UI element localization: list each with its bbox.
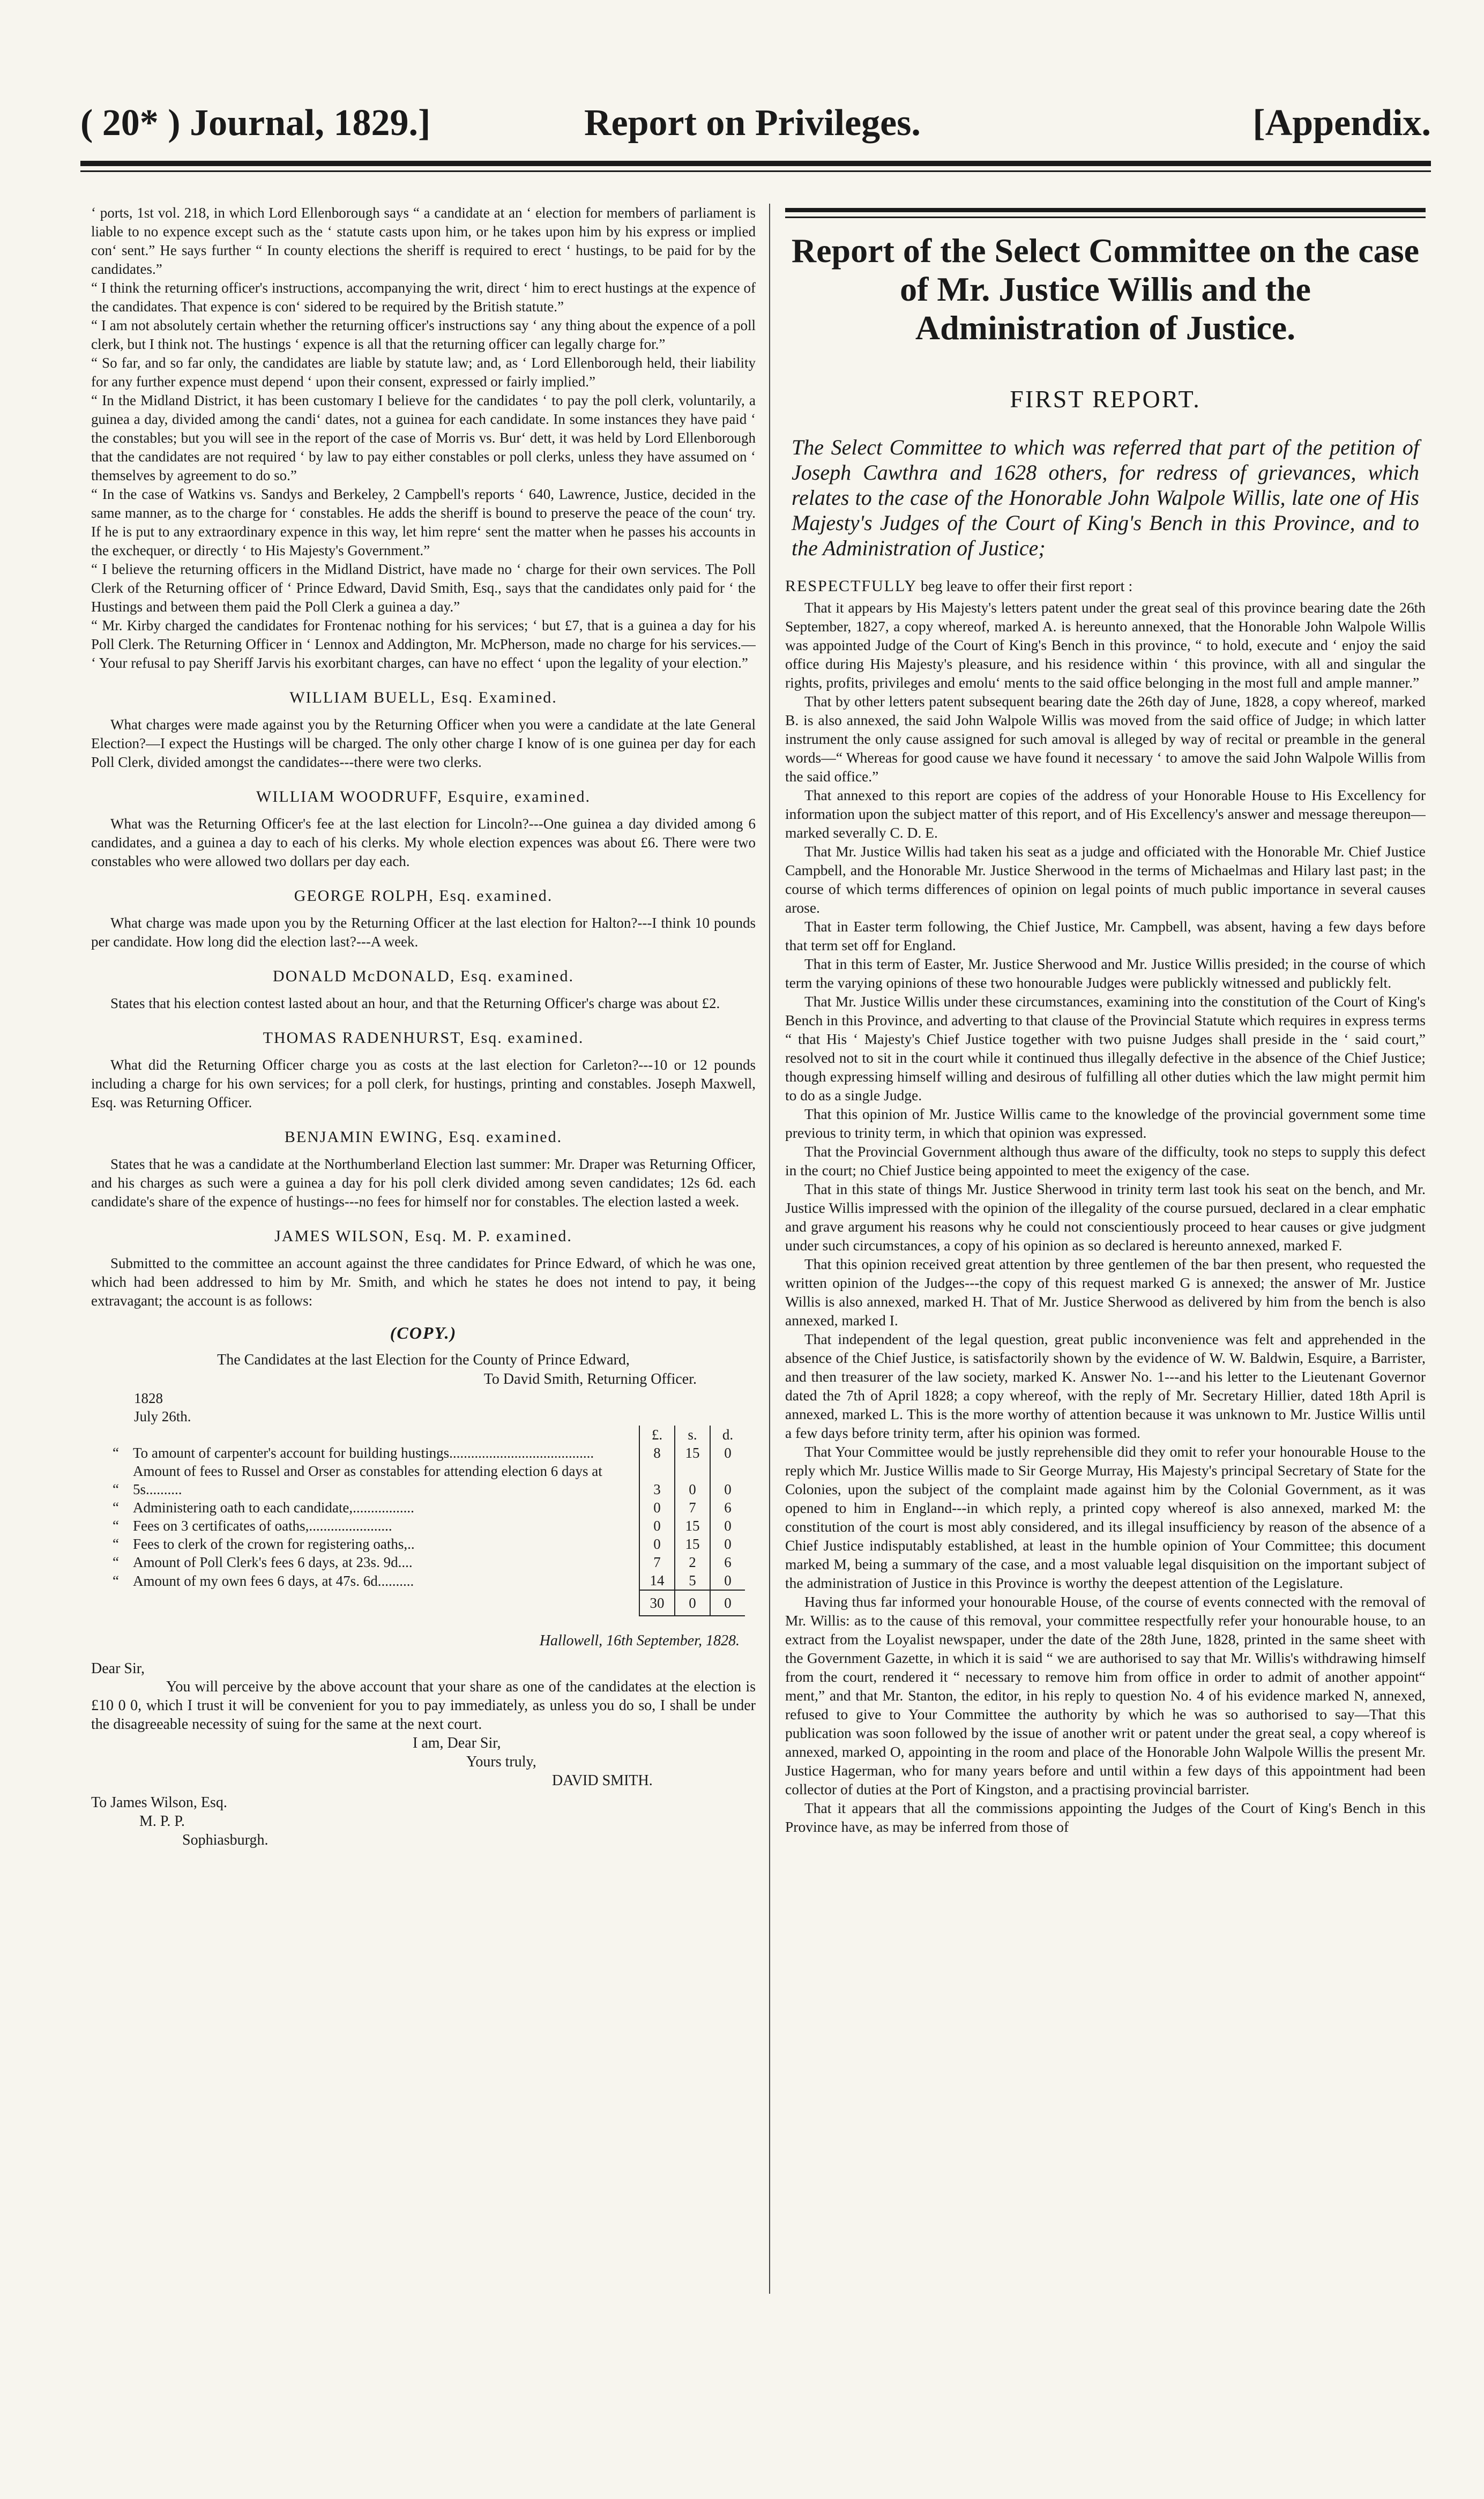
account-row bbox=[102, 1517, 745, 1535]
account-total-row bbox=[102, 1590, 745, 1616]
pence: 6 bbox=[710, 1553, 745, 1571]
witness-heading: GEORGE ROLPH, Esq. examined. bbox=[294, 887, 553, 905]
report-paragraph: That the Provincial Government although thus aware of the difficulty, took no steps to supply this defect in the court; no Chief Justice being appointed to meet the exigency of the case. bbox=[785, 1143, 1426, 1178]
witness-heading: DONALD McDONALD, Esq. examined. bbox=[273, 967, 574, 985]
pounds: 0 bbox=[639, 1498, 675, 1517]
header-appendix: [Appendix. bbox=[1252, 102, 1431, 144]
report-paragraph: That this opinion received great attention by three gentlemen of the bar then present, who requested the written opinion of the Judges---the copy of this request marked G is annexed; the answer of Mr. Justice Willis is also annexed, marked H. That of Mr. Justice Sherwood as delivered by him from the bench is also annexed, marked I. bbox=[785, 1256, 1426, 1329]
report-paragraph: That in this term of Easter, Mr. Justice Sherwood and Mr. Justice Willis presided; in the course of which term the varying opinions of these two honourable Judges were publickly witnessed and publickly felt. bbox=[785, 956, 1426, 991]
report-paragraph: That it appears by His Majesty's letters patent under the great seal of this province bearing date the 26th September, 1827, a copy whereof, marked A. is hereunto annexed, that the Honorable John Walpole Willis was appointed Judge of the Court of King's Bench in this province, “ to hold, execute and ‘ enjoy the said office during His Majesty's pleasure, and his residence within ‘ this province, with all and singular the rights, profits, privileges and emolu‘ ments to the said office belonging in the most full and ample manner.” bbox=[785, 599, 1426, 691]
shillings-header: s. bbox=[675, 1426, 710, 1444]
letter-addressee bbox=[91, 1793, 756, 1849]
shillings: 15 bbox=[675, 1517, 710, 1535]
opening-paragraph: “ In the Midland District, it has been customary I believe for the candidates ‘ to pay the poll clerk, voluntarily, a guinea a day, divided among the candi‘ dates, not a guinea for each candidate. In some instances they have paid ‘ the constables; but you will see in the report of the case of Morris vs. Bur‘ dett, it was held by Lord Ellenborough that the candidates are not required ‘ by law to pay either constables or poll clerks, unless they have assumed on ‘ themselves by agreement to do so.” bbox=[91, 392, 756, 483]
addressee-name: To James Wilson, Esq. bbox=[91, 1794, 227, 1811]
pounds: 0 bbox=[639, 1535, 675, 1553]
report-paragraph: That Mr. Justice Willis under these circumstances, examining into the constitution of the Court of King's Bench in this Province, and adverting to that clause of the Provincial Statute which requires in express terms “ that His ‘ Majesty's Chief Justice together with two puisne Judges shall preside in the ‘ said court,” resolved not to sit in the court while it continued thus illegally defective in the absence of the Chief Justice; though expressing himself willing and desirous of fulfilling all other duties which the law might permit him to do as a single Judge. bbox=[785, 993, 1426, 1103]
report-title: Report of the Select Committee on the case of Mr. Justice Willis and the Administration of Justice. bbox=[791, 232, 1420, 347]
header-rule bbox=[80, 161, 1431, 166]
letter-body: You will perceive by the above account that your share as one of the candidates at the election is £10 0 0, which I trust it will be convenient for you to pay immediately, as unless you do so, I shall be under the disagreeable necessity of suing for the same at the next court. bbox=[91, 1679, 756, 1733]
report-paragraph: That annexed to this report are copies of the address of your Honorable House to His Excellency for information upon the subject matter of this report, and of His Excellency's answer and message thereupon—marked severally C. D. E. bbox=[785, 787, 1426, 841]
account-item: Amount of fees to Russel and Orser as constables for attending election 6 days at 5s.......... bbox=[133, 1463, 602, 1497]
witness-testimony: Submitted to the committee an account against the three candidates for Prince Edward, of which he was one, which had been addressed to him by Mr. Smith, and which he states he does not intend to pay, it being extravagant; the account is as follows: bbox=[91, 1255, 756, 1309]
account-row bbox=[102, 1535, 745, 1553]
header-title: Report on Privileges. bbox=[584, 102, 921, 144]
opening-paragraph: “ So far, and so far only, the candidates are liable by statute law; and, as ‘ Lord Ellenborough held, their liability for any further expence must depend ‘ upon their consent, expressed or fairly implied.” bbox=[91, 355, 756, 390]
witness-heading: JAMES WILSON, Esq. M. P. examined. bbox=[274, 1227, 572, 1245]
witness-testimony: What did the Returning Officer charge you as costs at the last election for Carleton?---10 or 12 pounds including a charge for his own services; for a poll clerk, for hustings, printing and constables. Joseph Maxwell, Esq. was Returning Officer. bbox=[91, 1057, 756, 1110]
pounds: 14 bbox=[639, 1571, 675, 1590]
total-pounds: 30 bbox=[639, 1590, 675, 1616]
letter-signature: DAVID SMITH. bbox=[552, 1772, 653, 1789]
report-paragraph: That in this state of things Mr. Justice Sherwood in trinity term last took his seat on the bench, and Mr. Justice Willis impressed with the opinion of the illegality of the course pursued, declared in a clear emphatic and grave argument his reasons why he could not conscientiously proceed to hear causes or give judgment under such circumstances, a copy of his opinion as so declared is hereunto annexed, marked F. bbox=[785, 1181, 1426, 1254]
addressee-place: Sophiasburgh. bbox=[182, 1832, 269, 1848]
pence: 0 bbox=[710, 1535, 745, 1553]
opening-paragraph: “ I am not absolutely certain whether the returning officer's instructions say ‘ any thing about the expence of a poll clerk, but I think not. The hustings ‘ expence is all that the returning officer can legally charge for.” bbox=[91, 317, 756, 352]
report-paragraph: That Mr. Justice Willis had taken his seat as a judge and officiated with the Honorable Mr. Chief Justice Campbell, and the Honorable Mr. Justice Sherwood in the terms of Michaelmas and Hilary last past; in the course of which terms differences of opinion on legal points of much public importance in several causes arose. bbox=[785, 843, 1426, 916]
report-referral: The Select Committee to which was referred that part of the petition of Joseph Cawthra and 1628 others, for redress of grievances, which relates to the case of the Honorable John Walpole Willis, late one of His Majesty's Judges of the Court of King's Bench in this Province, and to the Administration of Justice; bbox=[792, 435, 1419, 560]
account-item: Fees on 3 certificates of oaths,....................... bbox=[133, 1518, 392, 1534]
opening-paragraph: “ I think the returning officer's instructions, accompanying the writ, direct ‘ him to erect hustings at the expence of the candidates. That expence is con‘ sidered to be required by the British statute.” bbox=[91, 280, 756, 315]
report-paragraph: That Your Committee would be justly reprehensible did they omit to refer your honourable House to the reply which Mr. Justice Willis made to Sir George Murray, His Majesty's principal Secretary of State for the Colonies, upon the subject of the complaint made against him by the Colonial Government, as it was opened to him in England---in which reply, a printed copy whereof is also annexed, marked M: the constitution of the court is most ably considered, and its illegal insufficiency by reason of the absence of a Chief Justice indisputably established, at least in the humble opinion of Your Committee; this document marked M, being a summary of the case, and a most valuable legal disquisition on the important subject of the administration of Justice in this Province is worthy the deepest attention of the Legislature. bbox=[785, 1443, 1426, 1591]
account-row bbox=[102, 1553, 745, 1571]
pence-header: d. bbox=[710, 1426, 745, 1444]
right-column bbox=[785, 204, 1426, 2406]
shillings: 7 bbox=[675, 1498, 710, 1517]
ditto-mark: “ bbox=[113, 1573, 119, 1589]
report-paragraph: That it appears that all the commissions appointing the Judges of the Court of King's Bench in this Province have, as may be inferred from those of bbox=[785, 1800, 1426, 1835]
report-paragraph: That this opinion of Mr. Justice Willis came to the knowledge of the provincial government some time previous to trinity term, in which that opinion was expressed. bbox=[785, 1106, 1426, 1141]
witness-testimony: What was the Returning Officer's fee at the last election for Lincoln?---One guinea a day divided among 6 candidates, and a guinea a day to each of his clerks. My whole election expences was about £6. There were two constables who were allowed two dollars per day each. bbox=[91, 816, 756, 869]
account-header-row bbox=[102, 1426, 745, 1444]
pounds: 7 bbox=[639, 1553, 675, 1571]
total-pence: 0 bbox=[710, 1590, 745, 1616]
pence: 0 bbox=[710, 1571, 745, 1590]
account-day: July 26th. bbox=[134, 1408, 191, 1424]
witness-testimony: What charges were made against you by the Returning Officer when you were a candidate at the late General Election?—I expect the Hustings will be charged. The only other charge I know of is one guinea per day for each Poll Clerk, divided amongst the candidates---there were two clerks. bbox=[91, 717, 756, 770]
letter-closing: I am, Dear Sir, bbox=[413, 1735, 501, 1751]
account-item: Amount of Poll Clerk's fees 6 days, at 23s. 9d.... bbox=[133, 1554, 413, 1570]
opening-paragraph: “ In the case of Watkins vs. Sandys and Berkeley, 2 Campbell's reports ‘ 640, Lawrence, Justice, decided in the same manner, as to the charge for ‘ constables. He adds the sheriff is bound to preserve the peace of the coun‘ try. If he is put to any extraordinary expence in this way, let him repre‘ sent the matter when he passes his accounts in the exchequer, or directly ‘ to His Majesty's Government.” bbox=[91, 486, 756, 558]
letter-closing: Yours truly, bbox=[466, 1754, 536, 1770]
ditto-mark: “ bbox=[113, 1518, 119, 1534]
account-year: 1828 bbox=[134, 1390, 163, 1406]
ditto-mark: “ bbox=[113, 1481, 119, 1497]
pence: 6 bbox=[710, 1498, 745, 1517]
witness-heading: THOMAS RADENHURST, Esq. examined. bbox=[263, 1029, 584, 1047]
pounds: 3 bbox=[639, 1462, 675, 1498]
witness-heading: BENJAMIN EWING, Esq. examined. bbox=[284, 1128, 563, 1146]
witness-heading: WILLIAM BUELL, Esq. Examined. bbox=[289, 689, 557, 706]
ditto-mark: “ bbox=[113, 1536, 119, 1552]
report-opening bbox=[785, 577, 1426, 596]
shillings: 15 bbox=[675, 1535, 710, 1553]
report-paragraph: That by other letters patent subsequent bearing date the 26th day of June, 1828, a copy whereof, marked B. is also annexed, the said John Walpole Willis was moved from the said office of Judge; in which latter instrument the only cause assigned for such amoval is alleged by way of recital or preamble in the general words—“ Whereas for good cause we have found it necessary ‘ to amove the said John Walpole Willis from the said office.” bbox=[785, 693, 1426, 785]
account-item: Administering oath to each candidate,................. bbox=[133, 1500, 414, 1516]
pounds: 8 bbox=[639, 1444, 675, 1462]
opening-rest: beg leave to offer their first report : bbox=[917, 578, 1133, 595]
letter-salutation: Dear Sir, bbox=[91, 1660, 145, 1677]
shillings: 0 bbox=[675, 1462, 710, 1498]
account-date bbox=[91, 1389, 756, 1426]
report-paragraph: Having thus far informed your honourable House, of the course of events connected with the removal of Mr. Willis: as to the cause of this removal, your committee respectfully refer your honourable house, to an extract from the Loyalist newspaper, under the date of the 28th June, 1828, printed in the same sheet with the Government Gazette, in which it is said “ we are authorised to say that Mr. Willis's withdrawing himself from the court, rendered it “ necessary to remove him from office in order to admit of another appoint“ ment,” and that Mr. Stanton, the editor, in his reply to question No. 4 of his evidence marked N, annexed, refused to give to Your Committee the authority by which he was so authorised to say—That this publication was soon followed by the issue of another writ or patent under the great seal, a copy whereof is annexed, marked O, appointing in the room and place of the Honorable John Walpole Willis the present Mr. Justice Hagerman, who for many years before and until within a few days of this appointment had been collector of duties at the Port of Kingston, and a practising provincial barrister. bbox=[785, 1593, 1426, 1797]
account-item: Fees to clerk of the crown for registering oaths,.. bbox=[133, 1536, 415, 1552]
pounds: 0 bbox=[639, 1517, 675, 1535]
account-row bbox=[102, 1571, 745, 1590]
account-recipient: To David Smith, Returning Officer. bbox=[483, 1371, 697, 1387]
ditto-mark: “ bbox=[113, 1445, 119, 1461]
pence: 0 bbox=[710, 1444, 745, 1462]
report-subtitle: FIRST REPORT. bbox=[1010, 385, 1201, 413]
account-row bbox=[102, 1462, 745, 1498]
opening-paragraph: ‘ ports, 1st vol. 218, in which Lord Ellenborough says “ a candidate at an ‘ election for members of parliament is liable to no expence except such as the ‘ statute casts upon him, or he takes upon him by his express or implied con‘ sent.” He says further “ In county elections the sheriff is required to erect ‘ hustings, to be paid for by the candidates.” bbox=[91, 205, 756, 277]
account-heading: The Candidates at the last Election for the County of Prince Edward, bbox=[217, 1352, 630, 1368]
opening-quote bbox=[91, 204, 756, 673]
column-divider bbox=[769, 204, 770, 2294]
witness-testimony: What charge was made upon you by the Returning Officer at the last election for Halton?---I think 10 pounds per candidate. How long did the election last?---A week. bbox=[91, 915, 756, 950]
total-shillings: 0 bbox=[675, 1590, 710, 1616]
account-item: To amount of carpenter's account for building hustings........................................ bbox=[133, 1445, 594, 1461]
shillings: 2 bbox=[675, 1553, 710, 1571]
shillings: 15 bbox=[675, 1444, 710, 1462]
witness-testimony: States that his election contest lasted about an hour, and that the Returning Officer's charge was about £2. bbox=[110, 995, 720, 1011]
account-table bbox=[102, 1426, 745, 1616]
report-paragraph: That in Easter term following, the Chief Justice, Mr. Campbell, was absent, having a few days before that term set off for England. bbox=[785, 918, 1426, 953]
opening-paragraph: “ Mr. Kirby charged the candidates for Frontenac nothing for his services; ‘ but £7, that is a guinea a day for his Poll Clerk. The Returning Officer in ‘ Lennox and Addington, Mr. McPherson, made no charge for his services.— ‘ Your refusal to pay Sheriff Jarvis his exorbitant charges, can have no effect ‘ upon the legality of your election.” bbox=[91, 617, 756, 671]
opening-paragraph: “ I believe the returning officers in the Midland District, have made no ‘ charge for their own services. The Poll Clerk of the Returning officer of ‘ Prince Edward, David Smith, Esq., says that the candidates only paid for ‘ the Hustings and between them paid the Poll Clerk a guinea a day.” bbox=[91, 561, 756, 615]
addressee-title: M. P. P. bbox=[139, 1813, 185, 1830]
witness-testimony: States that he was a candidate at the Northumberland Election last summer: Mr. Draper was Returning Officer, and his charges as such were a guinea a day for his poll clerk divided among seven candidates; 12s 6d. each candidate's share of the expence of hustings---no fees for himself nor for constables. The election lasted a week. bbox=[91, 1156, 756, 1210]
left-column bbox=[91, 204, 756, 2342]
ditto-mark: “ bbox=[113, 1500, 119, 1516]
ditto-mark: “ bbox=[113, 1554, 119, 1570]
page-header bbox=[80, 102, 1431, 155]
copy-label: (COPY.) bbox=[390, 1323, 457, 1342]
report-paragraph: That independent of the legal question, great public inconvenience was felt and apprehended in the absence of the Chief Justice, is satisfactorily shown by the evidence of W. W. Baldwin, Esquire, a Barrister, and then treasurer of the law society, marked K. Answer No. 1---and his letter to the Lieutenant Governor dated the 7th of April 1828; a copy whereof, with the reply of Mr. Secretary Hillier, dated 18th April is annexed, marked L. This is the more worthy of attention because it was unknown to Mr. Justice Willis until a few days before trinity term, after his opinion was formed. bbox=[785, 1331, 1426, 1441]
respectfully-word: RESPECTFULLY bbox=[785, 577, 918, 595]
header-rule-thin bbox=[80, 170, 1431, 172]
pence: 0 bbox=[710, 1517, 745, 1535]
header-journal: ( 20* ) Journal, 1829.] bbox=[80, 102, 431, 144]
account-item: Amount of my own fees 6 days, at 47s. 6d.......... bbox=[133, 1573, 414, 1589]
account-row bbox=[102, 1444, 745, 1462]
shillings: 5 bbox=[675, 1571, 710, 1590]
pounds-header: £. bbox=[639, 1426, 675, 1444]
witness-heading: WILLIAM WOODRUFF, Esquire, examined. bbox=[256, 788, 591, 805]
account-row bbox=[102, 1498, 745, 1517]
letter-place-date: Hallowell, 16th September, 1828. bbox=[539, 1632, 740, 1649]
pence: 0 bbox=[710, 1462, 745, 1498]
